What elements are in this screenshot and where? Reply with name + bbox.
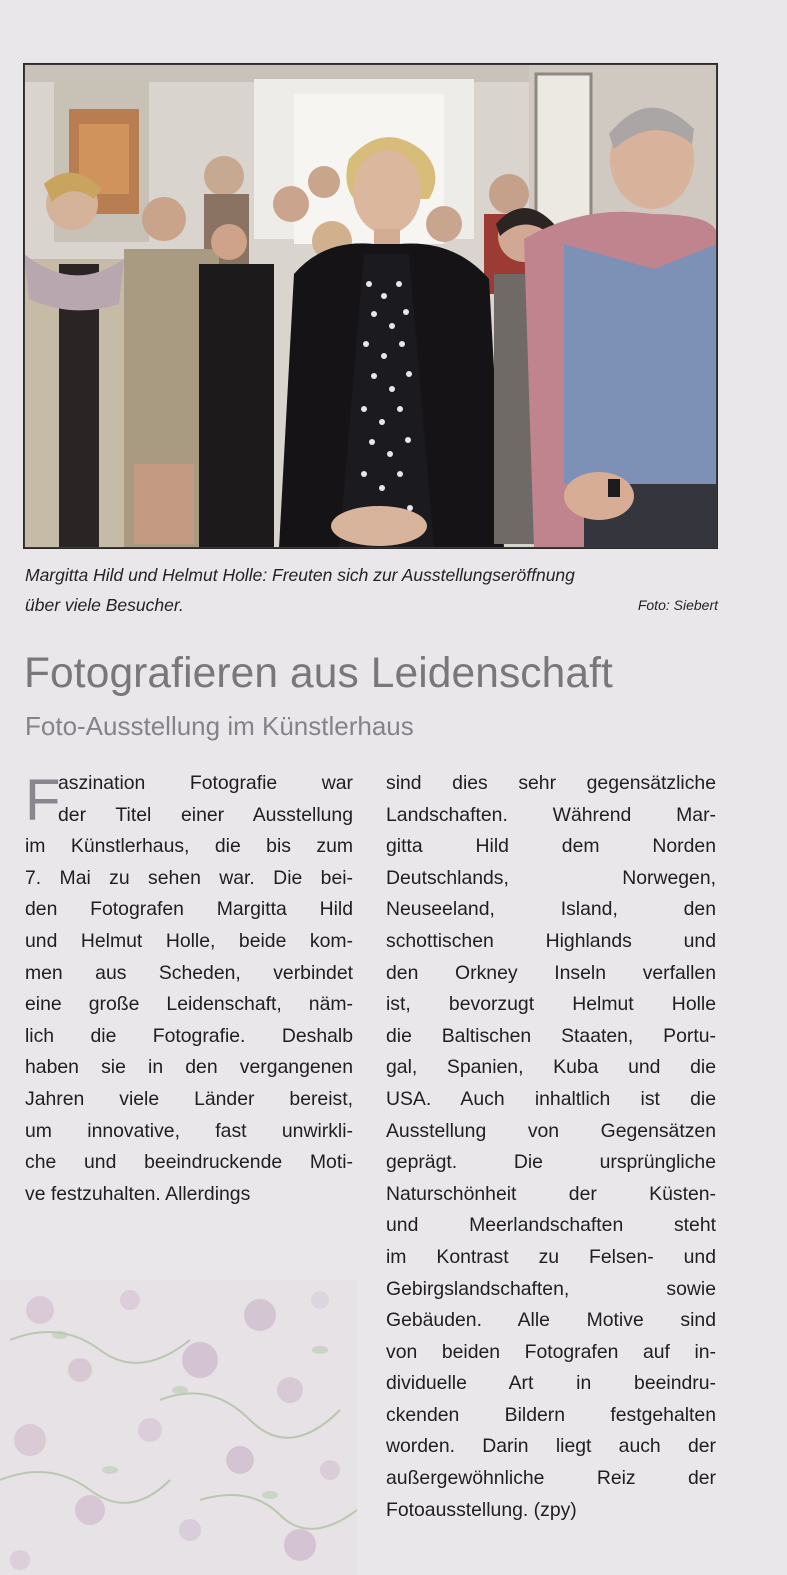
text-line: dividuelle Art in beeindru- [386, 1372, 716, 1395]
text-line: Jahren viele Länder bereist, [25, 1087, 353, 1110]
caption-line-2: über viele Besucher. [25, 595, 184, 615]
text-line: 7. Mai zu sehen war. Die bei- [25, 866, 353, 889]
text-line: geprägt. Die ursprüngliche [386, 1151, 716, 1174]
text-line: ve festzuhalten. Allerdings [25, 1182, 251, 1205]
text-line: Gebäuden. Alle Motive sind [386, 1309, 716, 1332]
text-line: USA. Auch inhaltlich ist die [386, 1087, 716, 1110]
photo-credit: Foto: Siebert [637, 597, 718, 613]
text-line: gitta Hild dem Norden [386, 835, 716, 858]
text-line: von beiden Fotografen auf in- [386, 1340, 716, 1363]
text-line: men aus Scheden, verbindet [25, 961, 353, 984]
text-line: worden. Darin liegt auch der [386, 1435, 716, 1458]
text-line: im Künstlerhaus, die bis zum [25, 835, 353, 858]
text-line: den Orkney Inseln verfallen [386, 961, 716, 984]
group-photo [23, 63, 718, 549]
text-line: Landschaften. Während Mar- [386, 803, 716, 826]
text-line: ist, bevorzugt Helmut Holle [386, 993, 716, 1016]
group-photo-illustration [24, 64, 717, 548]
text-line: außergewöhnliche Reiz der [386, 1467, 716, 1490]
text-line: che und beeindruckende Moti- [25, 1151, 353, 1174]
text-line: und Meerlandschaften steht [386, 1214, 716, 1237]
text-line: haben sie in den vergangenen [25, 1056, 353, 1079]
article-subheadline: Foto-Ausstellung im Künstlerhaus [25, 711, 414, 741]
text-line: um innovative, fast unwirkli- [25, 1119, 353, 1142]
article-column-left [25, 768, 353, 1210]
caption-line-1: Margitta Hild und Helmut Holle: Freuten sich zur Ausstellungseröffnung [25, 565, 575, 585]
text-line: Naturschönheit der Küsten- [386, 1182, 716, 1205]
text-line: Neuseeland, Island, den [386, 898, 716, 921]
text-line: Deutschlands, Norwegen, [386, 866, 716, 889]
text-line: Gebirgslandschaften, sowie [386, 1277, 716, 1300]
drop-cap: F [25, 768, 61, 833]
text-line: schottischen Highlands und [386, 929, 716, 952]
text-line: Fotoausstellung. (zpy) [386, 1498, 577, 1521]
article-column-right [386, 768, 716, 1526]
text-line: die Baltischen Staaten, Portu- [386, 1024, 716, 1047]
photo-caption [25, 560, 718, 620]
text-line: ckenden Bildern festgehalten [386, 1403, 716, 1426]
text-line: den Fotografen Margitta Hild [25, 898, 353, 921]
text-line: gal, Spanien, Kuba und die [386, 1056, 716, 1079]
floral-pattern-decoration [0, 1280, 357, 1575]
article-headline: Fotografieren aus Leidenschaft [24, 650, 613, 697]
text-line: Ausstellung von Gegensätzen [386, 1119, 716, 1142]
text-line: und Helmut Holle, beide kom- [25, 929, 353, 952]
text-line: aszination Fotografie war [58, 772, 353, 794]
text-line: sind dies sehr gegensätzliche [386, 772, 716, 794]
text-line: eine große Leidenschaft, näm- [25, 993, 353, 1016]
text-line: der Titel einer Ausstellung [58, 803, 353, 826]
text-line: im Kontrast zu Felsen- und [386, 1245, 716, 1268]
text-line: lich die Fotografie. Deshalb [25, 1024, 353, 1047]
